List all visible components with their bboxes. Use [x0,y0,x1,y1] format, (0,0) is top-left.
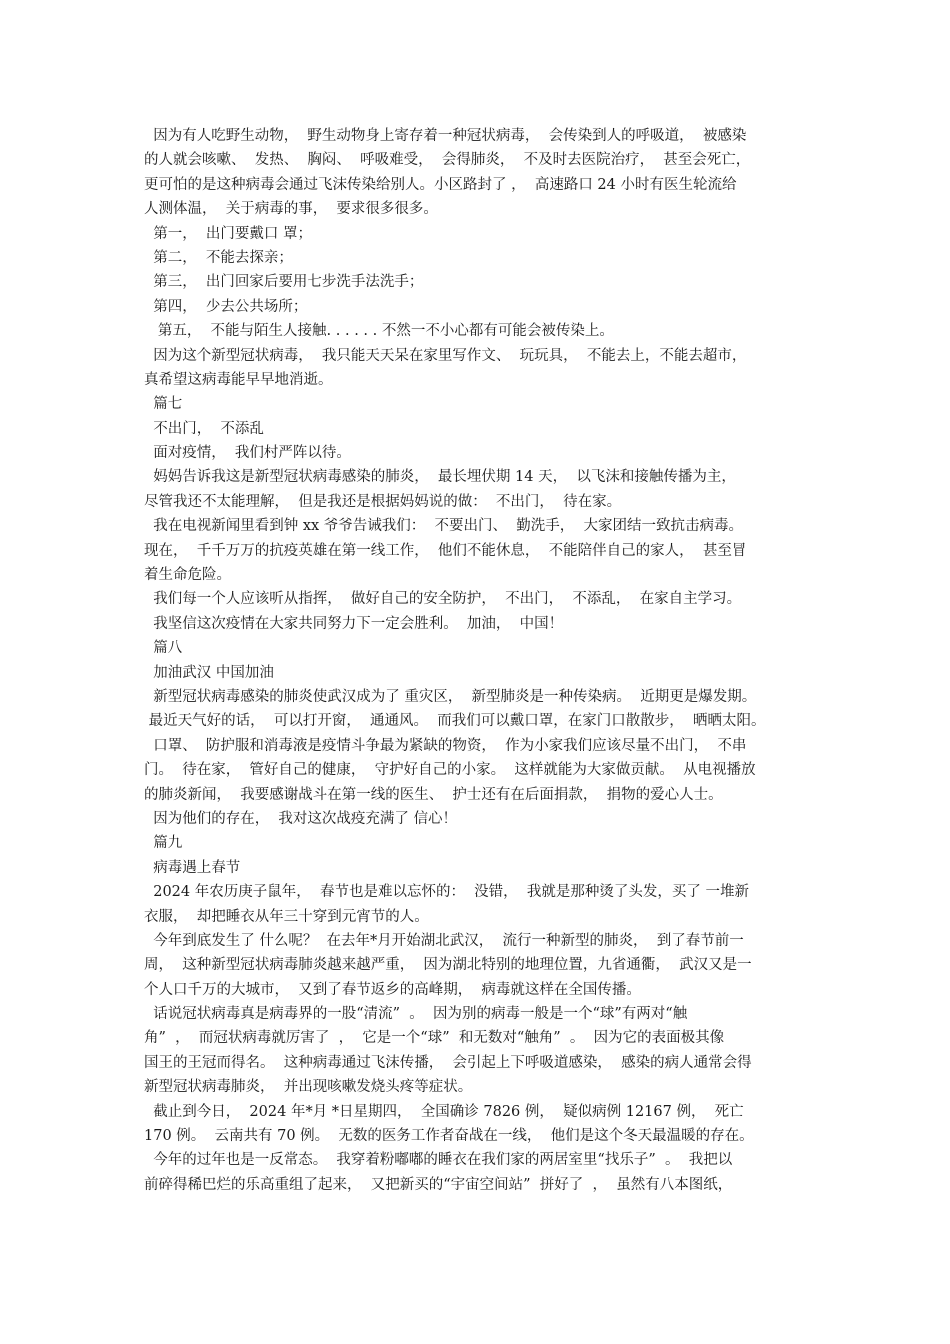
text-line: 话说冠状病毒真是病毒界的一股“清流” 。 因为别的病毒一般是一个“球”有两对“触 [144,1006,688,1023]
text-line: 的肺炎新闻， 我要感谢战斗在第一线的医生、 护士还有在后面捐款， 捐物的爱心人士。 [144,786,723,803]
text-line: 170 例。 云南共有 70 例。 无数的医务工作者奋战在一线， 他们是这个冬天最温暖的存在。 [144,1128,754,1145]
text-line: 我们每一个人应该听从指挥， 做好自己的安全防护， 不出门， 不添乱， 在家自主学习。 [144,591,742,608]
text-line: 第四， 少去公共场所； [144,298,308,315]
text-line: 我坚信这次疫情在大家共同努力下一定会胜利。 加油， 中国！ [144,615,564,632]
text-line: 衣服， 却把睡衣从年三十穿到元宵节的人。 [144,908,429,925]
text-line: 新型冠状病毒感染的肺炎使武汉成为了 重灾区， 新型肺炎是一种传染病。 近期更是爆发期。 [144,688,757,705]
text-line: 前碎得稀巴烂的乐高重组了起来， 又把新买的“宇宙空间站” 拼好了 ， 虽然有八本图纸， [144,1176,733,1193]
text-line: 现在， 千千万万的抗疫英雄在第一线工作， 他们不能休息， 不能陪伴自己的家人， 甚至冒 [144,542,747,559]
text-line: 因为这个新型冠状病毒， 我只能天天呆在家里写作文、 玩玩具， 不能去上，不能去超市， [144,347,747,364]
text-line: 病毒遇上春节 [144,859,241,876]
text-line: 第三， 出门回家后要用七步洗手法洗手； [144,274,424,291]
text-line: 新型冠状病毒肺炎， 并出现咳嗽发烧头疼等症状。 [144,1079,473,1096]
text-line: 今年到底发生了 什么呢？ 在去年*月开始湖北武汉， 流行一种新型的肺炎， 到了春节前一 [144,932,744,949]
text-line: 篇七 [144,396,183,413]
text-line: 面对疫情， 我们村严阵以待。 [144,445,351,462]
text-line: 国王的王冠而得名。 这种病毒通过飞沫传播， 会引起上下呼吸道感染， 感染的病人通常会得 [144,1054,752,1071]
text-line: 因为有人吃野生动物， 野生动物身上寄存着一种冠状病毒， 会传染到人的呼吸道， 被感染 [144,128,747,144]
text-line: 因为他们的存在， 我对这次战疫充满了 信心！ [144,810,458,827]
text-line: 真希望这病毒能早早地消逝。 [144,371,333,388]
text-line: 2024 年农历庚子鼠年， 春节也是难以忘怀的： 没错， 我就是那种烫了头发，买了 一堆新 [144,884,749,901]
text-line: 的人就会咳嗽、 发热、 胸闷、 呼吸难受， 会得肺炎， 不及时去医院治疗， 甚至会死亡， [144,152,751,169]
text-line: 篇九 [144,835,183,852]
text-line: 不出门， 不添乱 [144,420,264,437]
text-line: 更可怕的是这种病毒会通过飞沫传染给别人。小区路封了 ， 高速路口 24 小时有医生轮流给 [144,176,737,193]
text-line: 第一， 出门要戴口 罩； [144,225,313,242]
text-line: 加油武汉 中国加油 [144,664,274,681]
text-line: 最近天气好的话， 可以打开窗， 通通风。 而我们可以戴口罩，在家门口散散步， 晒晒太阳。 [144,713,766,730]
text-line: 门。 待在家， 管好自己的健康， 守护好自己的小家。 这样就能为大家做贡献。 从电视播放 [144,762,756,779]
text-line: 妈妈告诉我这是新型冠状病毒感染的肺炎， 最长埋伏期 14 天， 以飞沫和接触传播为主， [144,469,736,486]
text-line: 尽管我还不太能理解， 但是我还是根据妈妈说的做： 不出门， 待在家。 [144,493,622,510]
text-line: 着生命危险。 [144,567,231,584]
text-line: 口罩、 防护服和消毒液是疫情斗争最为紧缺的物资， 作为小家我们应该尽量不出门， 不串 [144,737,747,754]
text-line: 篇八 [144,640,183,657]
text-line: 周， 这种新型冠状病毒肺炎越来越严重， 因为湖北特别的地理位置，九省通衢， 武汉又是一 [144,957,752,974]
text-line: 个人口千万的大城市， 又到了春节返乡的高峰期， 病毒就这样在全国传播。 [144,981,641,998]
document-body [144,124,824,1197]
text-line: 角” ， 而冠状病毒就厉害了 ， 它是一个“球” 和无数对“触角” 。 因为它的表面极其像 [144,1030,725,1047]
text-line: 我在电视新闻里看到钟 xx 爷爷告诫我们： 不要出门、 勤洗手， 大家团结一致抗击病毒。 [144,518,743,535]
text-line: 今年的过年也是一反常态。 我穿着粉嘟嘟的睡衣在我们家的两居室里“找乐子” 。 我把以 [144,1152,733,1169]
text-line: 人测体温， 关于病毒的事， 要求很多很多。 [144,201,438,218]
text-line: 第五， 不能与陌生人接触. . . . . . 不然一不小心都有可能会被传染上。 [144,323,614,340]
text-line: 截止到今日， 2024 年*月 *日星期四， 全国确诊 7826 例， 疑似病例 12167 例， 死亡 [144,1103,744,1120]
text-line: 第二， 不能去探亲； [144,249,293,266]
